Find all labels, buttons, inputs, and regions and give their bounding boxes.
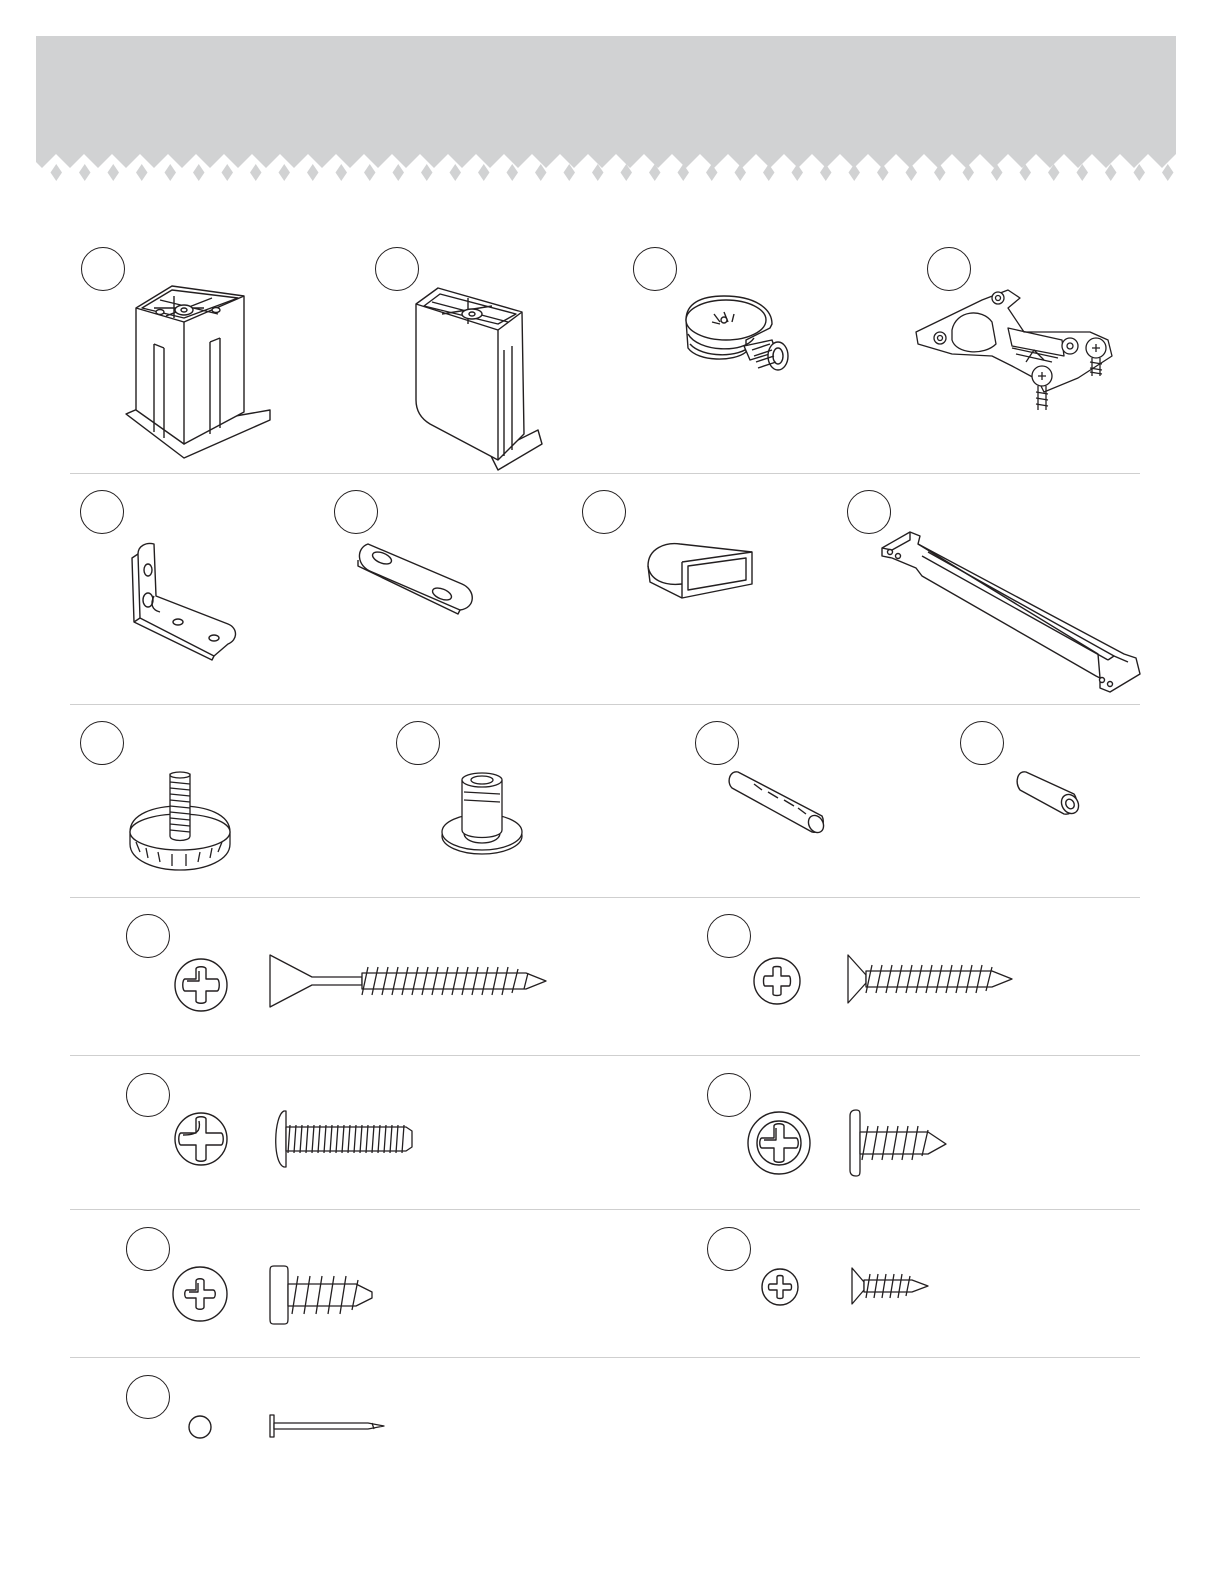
nail-head-icon bbox=[187, 1414, 213, 1440]
long-screw-icon bbox=[268, 953, 548, 1009]
part-label-circle bbox=[582, 490, 626, 534]
header-banner bbox=[36, 36, 1176, 152]
wafer-screw-icon bbox=[848, 1108, 948, 1178]
part-label-circle bbox=[695, 721, 739, 765]
flat-bracket-icon bbox=[354, 540, 478, 616]
phillips-head-icon bbox=[173, 957, 229, 1013]
part-label-circle bbox=[960, 721, 1004, 765]
part-label-circle bbox=[707, 1073, 751, 1117]
square-leg-icon bbox=[124, 282, 274, 458]
part-label-circle bbox=[126, 1375, 170, 1419]
part-label-circle bbox=[126, 1073, 170, 1117]
phillips-head-icon bbox=[752, 956, 802, 1006]
pan-screw-icon bbox=[268, 1264, 374, 1326]
divider-1 bbox=[70, 473, 1140, 474]
hinge-icon bbox=[912, 284, 1122, 416]
dowel-icon bbox=[728, 770, 828, 836]
part-label-circle bbox=[81, 247, 125, 291]
l-bracket-icon bbox=[130, 540, 240, 660]
nail-icon bbox=[268, 1413, 386, 1439]
part-label-circle bbox=[707, 914, 751, 958]
phillips-head-icon bbox=[171, 1265, 229, 1323]
end-cap-icon bbox=[646, 540, 756, 602]
part-label-circle bbox=[707, 1227, 751, 1271]
short-dowel-icon bbox=[1016, 770, 1082, 818]
handle-icon bbox=[878, 528, 1148, 694]
divider-2 bbox=[70, 704, 1140, 705]
phillips-head-icon bbox=[760, 1267, 800, 1307]
flat-screw-icon bbox=[846, 953, 1014, 1005]
small-screw-icon bbox=[850, 1266, 930, 1306]
part-label-circle bbox=[396, 721, 440, 765]
divider-3 bbox=[70, 897, 1140, 898]
divider-6 bbox=[70, 1357, 1140, 1358]
part-label-circle bbox=[80, 490, 124, 534]
phillips-head-icon bbox=[746, 1110, 812, 1176]
phillips-head-icon bbox=[173, 1111, 229, 1167]
leveler-icon bbox=[126, 772, 234, 874]
part-label-circle bbox=[126, 914, 170, 958]
part-label-circle bbox=[126, 1227, 170, 1271]
rectangular-leg-icon bbox=[412, 284, 546, 470]
insert-nut-icon bbox=[440, 772, 524, 856]
cam-lock-icon bbox=[684, 294, 794, 386]
part-label-circle bbox=[80, 721, 124, 765]
divider-5 bbox=[70, 1209, 1140, 1210]
truss-bolt-icon bbox=[270, 1109, 416, 1169]
decorative-border bbox=[36, 150, 1176, 188]
part-label-circle bbox=[633, 247, 677, 291]
part-label-circle bbox=[334, 490, 378, 534]
divider-4 bbox=[70, 1055, 1140, 1056]
